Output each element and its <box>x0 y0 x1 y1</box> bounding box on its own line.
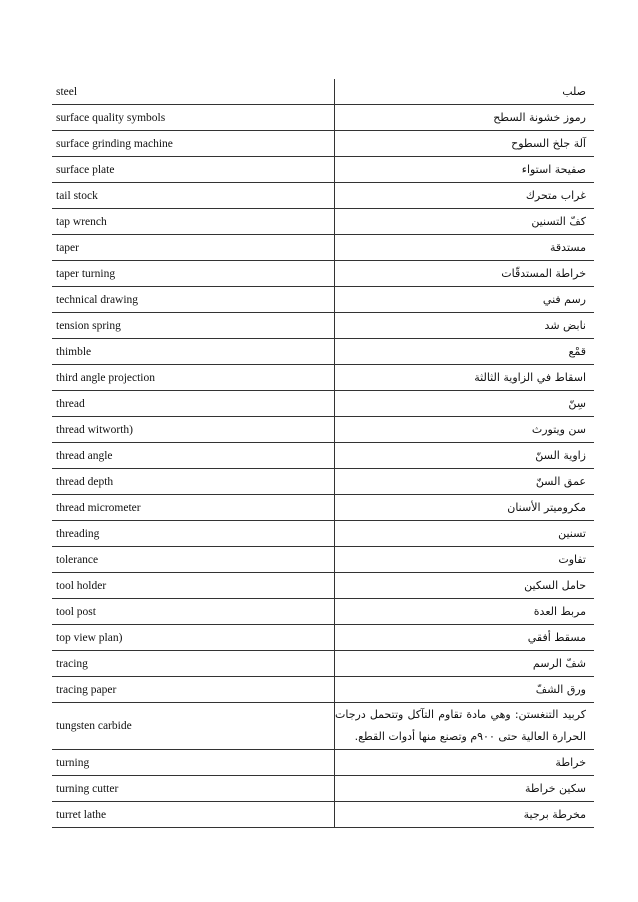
table-row <box>52 235 594 261</box>
arabic-term: مخرطة برجية <box>335 802 595 828</box>
english-term: thread witworth) <box>52 417 335 443</box>
table-row <box>52 776 594 802</box>
table-row <box>52 443 594 469</box>
english-term: technical drawing <box>52 287 335 313</box>
arabic-term: اسقاط في الزاوية الثالثة <box>335 365 595 391</box>
table-row <box>52 573 594 599</box>
arabic-term: مربط العدة <box>335 599 595 625</box>
glossary-body <box>52 79 594 828</box>
table-row <box>52 651 594 677</box>
table-row <box>52 105 594 131</box>
english-term: tension spring <box>52 313 335 339</box>
english-term: tungsten carbide <box>52 703 335 750</box>
table-row <box>52 183 594 209</box>
arabic-term: نابض شد <box>335 313 595 339</box>
arabic-term: صلب <box>335 79 595 105</box>
arabic-definition: كربيد التنغستن: وهي مادة تقاوم التآكل وتتحمل درجات الحرارة العالية حتى ٩٠٠م وتصنع منها أدوات القطع. <box>335 703 595 750</box>
english-term: tracing paper <box>52 677 335 703</box>
arabic-term: زاوية السنّ <box>335 443 595 469</box>
arabic-term: صفيحة استواء <box>335 157 595 183</box>
english-term: surface grinding machine <box>52 131 335 157</box>
english-term: tracing <box>52 651 335 677</box>
english-term: thread depth <box>52 469 335 495</box>
english-term: taper <box>52 235 335 261</box>
table-row <box>52 313 594 339</box>
arabic-term: آلة جلخ السطوح <box>335 131 595 157</box>
table-row <box>52 599 594 625</box>
table-row <box>52 417 594 443</box>
table-row <box>52 365 594 391</box>
english-term: tool holder <box>52 573 335 599</box>
english-term: top view plan) <box>52 625 335 651</box>
english-term: tap wrench <box>52 209 335 235</box>
table-row <box>52 209 594 235</box>
english-term: tail stock <box>52 183 335 209</box>
arabic-term: كفّ التسنين <box>335 209 595 235</box>
arabic-term: خراطة <box>335 750 595 776</box>
arabic-term: قمْع <box>335 339 595 365</box>
english-term: thread angle <box>52 443 335 469</box>
table-row <box>52 677 594 703</box>
arabic-term: سكين خراطة <box>335 776 595 802</box>
table-row <box>52 703 594 750</box>
table-row <box>52 79 594 105</box>
english-term: taper turning <box>52 261 335 287</box>
english-term: turning cutter <box>52 776 335 802</box>
table-row <box>52 131 594 157</box>
english-term: turret lathe <box>52 802 335 828</box>
table-row <box>52 339 594 365</box>
arabic-term: مسقط أفقي <box>335 625 595 651</box>
arabic-term: تفاوت <box>335 547 595 573</box>
arabic-term: شفّ الرسم <box>335 651 595 677</box>
english-term: threading <box>52 521 335 547</box>
english-term: steel <box>52 79 335 105</box>
arabic-term: غراب متحرك <box>335 183 595 209</box>
arabic-term: رموز خشونة السطح <box>335 105 595 131</box>
arabic-term: مكروميتر الأسنان <box>335 495 595 521</box>
table-row <box>52 802 594 828</box>
arabic-term: سن ويتورث <box>335 417 595 443</box>
arabic-term: تسنين <box>335 521 595 547</box>
table-row <box>52 750 594 776</box>
arabic-term: حامل السكين <box>335 573 595 599</box>
arabic-term: سِنّ <box>335 391 595 417</box>
arabic-term: خراطة المستدقّات <box>335 261 595 287</box>
glossary-table <box>52 79 594 828</box>
english-term: surface quality symbols <box>52 105 335 131</box>
table-row <box>52 521 594 547</box>
arabic-term: ورق الشفّ <box>335 677 595 703</box>
english-term: thread <box>52 391 335 417</box>
arabic-term: رسم فني <box>335 287 595 313</box>
english-term: third angle projection <box>52 365 335 391</box>
table-row <box>52 287 594 313</box>
table-row <box>52 391 594 417</box>
english-term: thimble <box>52 339 335 365</box>
english-term: thread micrometer <box>52 495 335 521</box>
english-term: tolerance <box>52 547 335 573</box>
table-row <box>52 469 594 495</box>
english-term: surface plate <box>52 157 335 183</box>
english-term: turning <box>52 750 335 776</box>
table-row <box>52 625 594 651</box>
table-row <box>52 261 594 287</box>
english-term: tool post <box>52 599 335 625</box>
table-row <box>52 157 594 183</box>
table-row <box>52 547 594 573</box>
arabic-term: مستدقة <box>335 235 595 261</box>
table-row <box>52 495 594 521</box>
arabic-term: عمق السنّ <box>335 469 595 495</box>
